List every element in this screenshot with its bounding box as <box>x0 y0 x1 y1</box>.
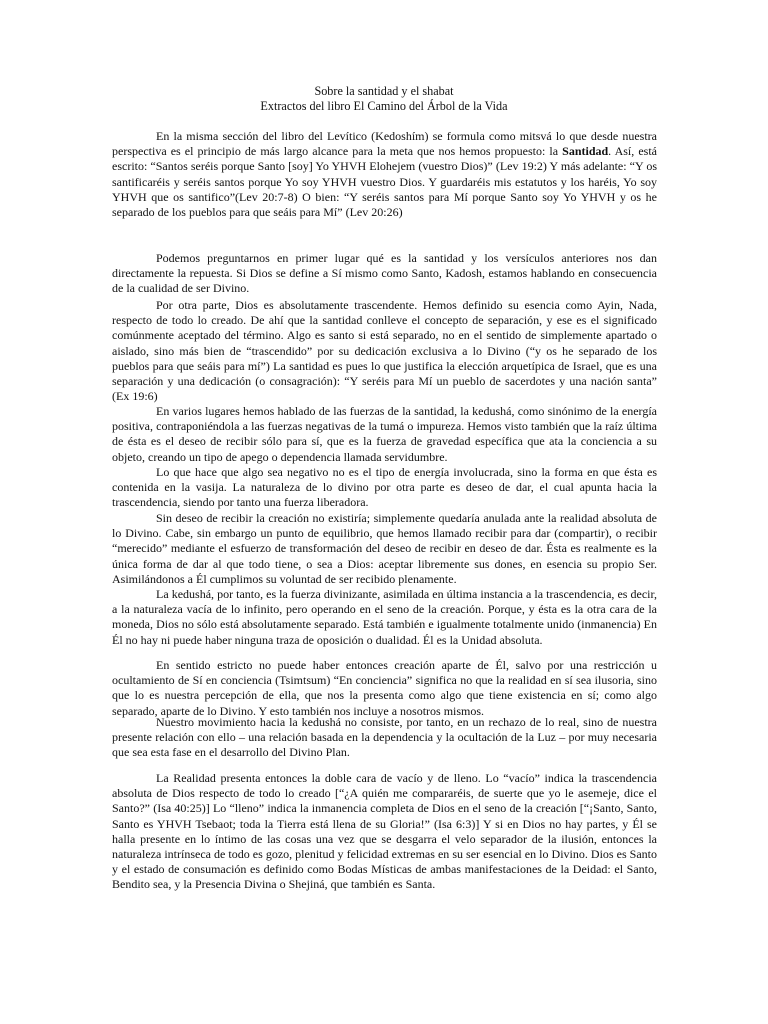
title-line-2: Extractos del libro El Camino del Árbol de la Vida <box>260 99 508 113</box>
paragraph-5: Lo que hace que algo sea negativo no es el tipo de energía involucrada, sino la forma en que ésta es contenida en la vasija. La naturaleza de lo divino por otra parte es deseo de dar, el cual apunta hacia la trascendencia, siendo por tanto una fuerza liberadora. <box>112 465 657 510</box>
paragraph-6: Sin deseo de recibir la creación no existiría; simplemente quedaría anulada ante la realidad absoluta de lo Divino. Cabe, sin embargo un punto de equilibrio, que hemos llamado recibir para dar (compartir), o recibir “merecido” mediante el esfuerzo de transformación del deseo de recibir en deseo de dar. Ésta es realmente es la única forma de dar al que todo tiene, o sea a Dios: aceptar libremente sus dones, en esencia su propio Ser. Asimilándonos a Él cumplimos su voluntad de ser recibido plenamente. <box>112 511 657 586</box>
paragraph-1-start: En la misma sección del libro del Levítico (Kedoshím) se formula como mitsvá lo que desde nuestra perspectiva es el principio de más largo alcance para la meta que nos hemos propuesto: la <box>112 129 657 159</box>
paragraph-9: Nuestro movimiento hacia la kedushá no consiste, por tanto, en un rechazo de lo real, sino de nuestra presente relación con ello – una relación basada en la dependencia y la ocultación de la Luz – por muy necesaria que sea esta fase en el desarrollo del Divino Plan. <box>112 715 657 760</box>
paragraph-7: La kedushá, por tanto, es la fuerza divinizante, asimilada en última instancia a la trascendencia, es decir, a la naturaleza vacía de lo infinito, pero operando en el seno de la creación. Porque, y ésta es la otra cara de la moneda, Dios no sólo está absolutamente separado. Está también e igualmente totalmente unido (inmanencia) En Él no hay ni puede haber ninguna traza de oposición o dualidad. Él es la Unidad absoluta. <box>112 587 657 647</box>
paragraph-4: En varios lugares hemos hablado de las fuerzas de la santidad, la kedushá, como sinónimo de la energía positiva, contraponiéndola a las fuerzas negativas de la tumá o impureza. Hemos visto también que la raíz última de ésta es el deseo de recibir sólo para sí, que es la fuerza de gravedad específica que ata la conciencia a su objeto, creando un tipo de apego o dependencia llamada servidumbre. <box>112 404 657 464</box>
paragraph-8: En sentido estricto no puede haber entonces creación aparte de Él, salvo por una restricción u ocultamiento de Sí en conciencia (Tsimtsum) “En conciencia” significa no que la realidad en sí sea ilusoria, sino que lo es nuestra percepción de ella, que nos la presenta como algo que tiene existencia en sí; como algo separado, aparte de lo Divino. Y esto también nos incluye a nosotros mismos. <box>112 658 657 718</box>
santidad-bold-word: Santidad <box>562 144 609 159</box>
paragraph-2: Podemos preguntarnos en primer lugar qué es la santidad y los versículos anteriores nos dan directamente la repuesta. Si Dios se define a Sí mismo como Santo, Kadosh, estamos hablando en consecuencia de la cualidad de ser Divino. <box>112 251 657 296</box>
paragraph-3: Por otra parte, Dios es absolutamente trascendente. Hemos definido su esencia como Ayin, Nada, respecto de todo lo creado. De ahí que la santidad conlleve el concepto de separación, y ese es el significado comúnmente aceptado del término. Algo es santo si está separado, no en el sentido de simplemente apartado o aislado, sino más bien de “trascendido” por su dedicación exclusiva a lo Divino (“y os he separado de los pueblos para que seáis para mí”) La santidad es pues lo que justifica la elección arquetípica de Israel, que es una separación y una dedicación (o consagración): “Y seréis para Mí un pueblo de sacerdotes y una nación santa” (Ex 19:6) <box>112 298 657 404</box>
paragraph-1-rest: . Así, está escrito: “Santos seréis porque Santo [soy] Yo YHVH Elohejem (vuestro Dios)” (Lev 19:2) Y más adelante: “Y os santificaréis y seréis santos porque Yo soy YHVH vuestro Dios. Y guardaréis mis estatutos y los haréis, Yo soy YHVH que os santifico”(Lev 20:7-8) O bien: “Y seréis santos para Mí porque Santo soy Yo YHVH y os he separado de los pueblos para que seáis para Mí” (Lev 20:26) <box>112 144 657 220</box>
paragraph-1 <box>112 129 657 220</box>
paragraph-10: La Realidad presenta entonces la doble cara de vacío y de lleno. Lo “vacío” indica la trascendencia absoluta de Dios respecto de todo lo creado [“¿A quién me compararéis, de suerte que yo le asemeje, dice el Santo?” (Isa 40:25)] Lo “lleno” indica la inmanencia completa de Dios en el seno de la creación [“¡Santo, Santo, Santo es YHVH Tsebaot; toda la Tierra está llena de su Gloria!” (Isa 6:3)] Y si en Dios no hay partes, y Él se halla presente en lo íntimo de las cosas una vez que se desgarra el velo separador de la ilusión, entonces la naturaleza intrínseca de todo es gozo, plenitud y felicidad extremas en su ser esencial en lo Divino. Dios es Santo y el estado de consumación es definido como Bodas Místicas de ambas manifestaciones de la Deidad: el Santo, Bendito sea, y la Presencia Divina o Shejiná, que también es Santa. <box>112 771 657 892</box>
title-line-1: Sobre la santidad y el shabat <box>314 84 454 98</box>
